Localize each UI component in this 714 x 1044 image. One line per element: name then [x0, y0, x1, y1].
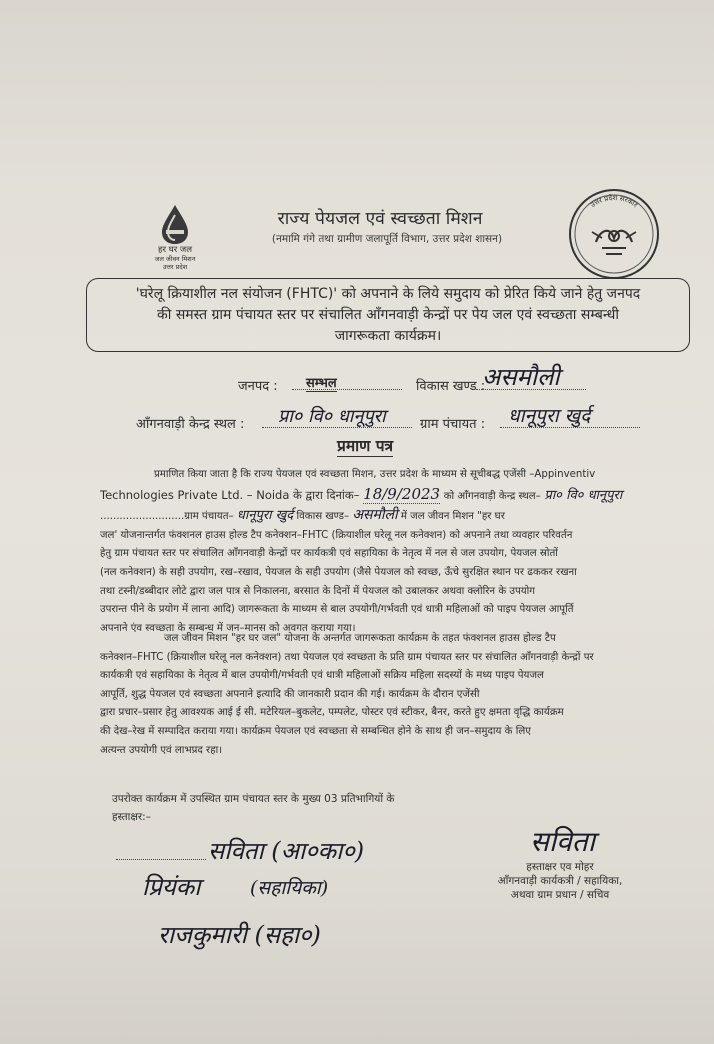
para1-line-8: उपरान्त पीने के प्रयोग में लाना आदि) जागरूकता के माध्यम से बाल उपयोगी/गर्भवती एवं धात्री महिलाओं को पाइप पेयजल आपूर्ति: [100, 604, 574, 616]
para1-mid-2: विकास खण्ड–: [296, 511, 350, 523]
program-line-3: जागरूकता कार्यक्रम।: [334, 328, 442, 344]
certificate-paragraph-1: [100, 466, 684, 638]
signature-label: हस्ताक्षर:–: [112, 811, 151, 823]
organisation-subtitle: (नमामि गंगे तथा ग्रामीण जलापूर्ति विभाग, उत्तर प्रदेश शासन): [271, 233, 503, 245]
emblem-text: उत्तर प्रदेश सरकार: [589, 193, 639, 210]
official-line-1: हस्ताक्षर एव मोहर: [526, 861, 594, 873]
gram-panchayat-label: ग्राम पंचायत :: [420, 417, 486, 432]
para1-line-7: तथा टस्नी/डब्बीदार लोटे द्वारा जल पात्र से निकालना, बरसात के दिनों में पेयजल को उबालकर अथवा क्लोरिन के उपयोग: [100, 585, 536, 597]
anganwadi-value: प्रा० वि० धानूपुरा: [278, 406, 386, 427]
svg-text:उत्तर प्रदेश सरकार: [589, 193, 639, 209]
para2-line-2: कनेक्शन–FHTC (क्रियाशील घरेलू नल कनेक्शन) तथा पेयजल एवं स्वच्छता के प्रति ग्राम पंचायत स्तर पर संचालित आँगनवाड़ी केन्द्रों पर: [100, 651, 594, 663]
janpad-label: जनपद :: [238, 379, 278, 394]
janpad-value: सम्भल: [306, 373, 337, 392]
para1-gp-value: धानूपुरा खुर्द: [236, 508, 294, 524]
participant-4-signature: राजकुमारी (सहा०): [158, 921, 321, 949]
anganwadi-label: आँगनवाड़ी केन्द्र स्थल :: [136, 417, 245, 432]
logo-caption-3: उत्तर प्रदेश: [162, 263, 188, 271]
para1-mid-1: को आँगनवाड़ी केन्द्र स्थल–: [443, 490, 541, 502]
para2-line-1: जल जीवन मिशन "हर घर जल" योजना के अन्तर्गत जागरूकता कार्यक्रम के तहत फंक्शनल हाउस होल्ड टैप: [164, 633, 556, 644]
official-line-3: अथवा ग्राम प्रधान / सचिव: [510, 889, 610, 901]
participant-2-signature: प्रियंका: [142, 873, 201, 901]
participant-1-signature: सविता (आ०का०): [208, 837, 365, 865]
vikas-khand-value: असमौली: [482, 363, 560, 391]
program-line-2: की समस्त ग्राम पंचायत स्तर पर संचालित आँगनवाड़ी केन्द्रों पर पेय जल एवं स्वच्छता सम्बन्धी: [156, 307, 619, 323]
certificate-heading: प्रमाण पत्र: [337, 436, 394, 455]
program-line-1: 'घरेलू क्रियाशील नल संयोजन (FHTC)' को अपनाने के लिये समुदाय को प्रेरित किये जाने हेतु जनपद: [135, 286, 641, 302]
gram-panchayat-value: धानूपुरा खुर्द: [508, 405, 591, 427]
para2-line-5: द्वारा प्रचार–प्रसार हेतु आवश्यक आई ई सी. मटेरियल–बुकलेट, पम्पलेट, पोस्टर एवं स्टीकर, बैनर, करते हुए क्षमता वृद्धि कार्यक्रम: [100, 707, 564, 719]
para2-line-4: आपूर्ति, शुद्ध पेयजल एवं स्वच्छता अपनाने इत्यादि की जानकारी प्रदान की गई। कार्यक्रम के दौरान एजेंसी: [100, 688, 480, 700]
para1-anganwadi-value: प्रा० वि० धानूपुरा: [544, 487, 623, 503]
participant-1-dotted-line: [116, 858, 206, 860]
up-government-emblem: [566, 186, 662, 282]
official-signature: सविता: [530, 825, 595, 858]
vikas-khand-label: विकास खण्ड :: [416, 379, 486, 394]
para2-line-3: कार्यकत्री एवं सहायिका के नेतृत्व में बाल उपयोगी/गर्भवती एवं धात्री महिलाओं सक्रिय महिला सदस्यों के मध्य पाइप पेयजल: [100, 670, 544, 682]
certificate-paragraph-2: [100, 630, 684, 760]
para2-line-7: अत्यन्त उपयोगी एवं लाभप्रद रहा।: [100, 744, 223, 756]
official-signature-block: [490, 860, 630, 902]
jal-jeevan-mission-logo: [130, 203, 220, 271]
para1-line-3: ..........................ग्राम पंचायत–: [100, 511, 234, 523]
para1-line-9: अपनाने एंव स्वच्छता के सम्बन्ध में जन–मानस को अवगत कराया गया।: [100, 622, 356, 634]
para2-line-6: की देख–रेख में सम्पादित कराया गया। कार्यक्रम पेयजल एवं स्वच्छता से सम्बन्धित होने के साथ ही जन–समुदाय के लिए: [100, 725, 531, 737]
para1-line-4: जल' योजनान्तर्गत फंक्शनल हाउस होल्ड टैप कनेक्शन–FHTC (क्रियाशील घरेलू नल कनेक्शन) को अपनाने तथा व्यवहार परिवर्तन: [100, 529, 573, 541]
official-line-2: आँगनवाड़ी कार्यकत्री / सहायिका,: [497, 875, 623, 887]
para1-line-6: (नल कनेक्शन) के सही उपयोग, रख–रखाव, पेयजल के सही उपयोग (जैसे पेयजल को स्वच्छ, ऊँचे सुरक्षित स्थान पर ढककर रखना: [100, 566, 577, 578]
logo-caption-2: जल जीवन मिशन: [154, 255, 196, 263]
para1-mid-3: में जल जीवन मिशन "हर घर: [400, 511, 505, 523]
program-title-box: [86, 278, 690, 352]
participants-label: उपरोक्त कार्यक्रम में उपस्थित ग्राम पंचायत स्तर के मुख्य 03 प्रतिभागियों के: [112, 793, 395, 805]
logo-caption-1: हर घर जल: [158, 245, 192, 255]
water-drop-tap-icon: [158, 203, 192, 245]
para1-line-1: प्रमाणित किया जाता है कि राज्य पेयजल एवं स्वच्छता मिशन, उत्तर प्रदेश के माध्यम से सूचीबद्ध एजेंसी –Appinventiv: [154, 469, 596, 480]
para1-vk-value: असमौली: [352, 507, 398, 524]
date-value: 18/9/2023: [363, 484, 441, 503]
para1-line-2: Technologies Private Ltd. – Noida के द्वारा दिनांक–: [100, 487, 360, 502]
participant-3-signature: (सहायिका): [250, 877, 329, 899]
organisation-title: राज्य पेयजल एवं स्वच्छता मिशन: [277, 209, 483, 229]
para1-line-5: हेतु ग्राम पंचायत स्तर पर संचालित आँगनवाड़ी केन्द्रों पर कार्यकत्री एवं सहायिका के नेतृत्व में नल से जल उपयोग, पेयजल स्रोतों: [100, 548, 558, 560]
